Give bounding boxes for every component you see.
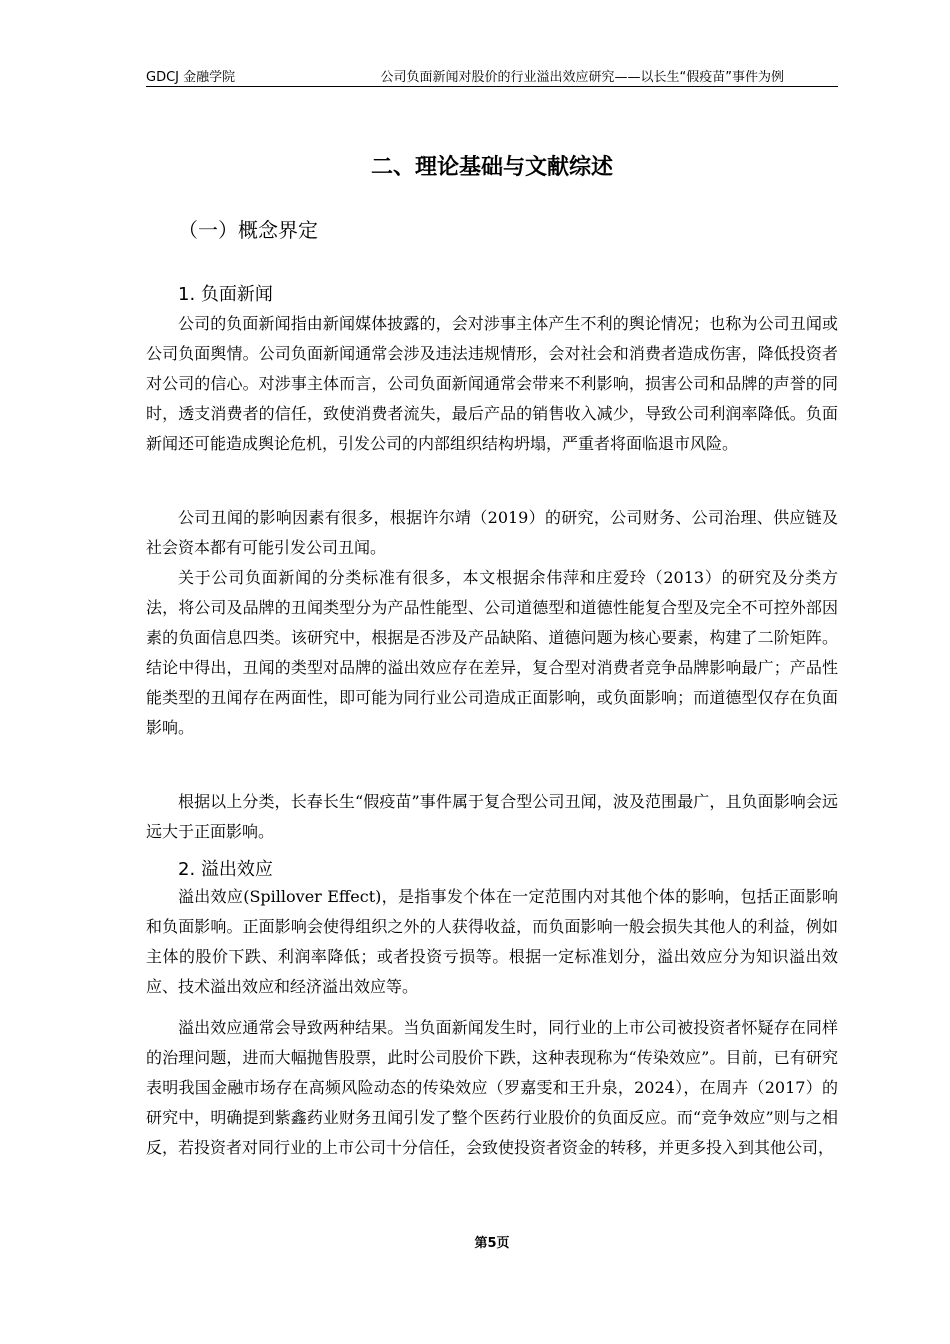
- paragraph: 关于公司负面新闻的分类标准有很多，本文根据余伟萍和庄爱玲（2013）的研究及分类方法，将公司及品牌的丑闻类型分为产品性能型、公司道德型和道德性能复合型及完全不可控外部因素的负面信息四类。该研究中，根据是否涉及产品缺陷、道德问题为核心要素，构建了二阶矩阵。结论中得出，丑闻的类型对品牌的溢出效应存在差异，复合型对消费者竞争品牌影响最广；产品性能类型的丑闻存在两面性，即可能为同行业公司造成正面影响，或负面影响；而道德型仅存在负面影响。: [146, 568, 838, 737]
- chapter-title: 二、理论基础与文献综述: [370, 155, 613, 180]
- paragraph: 溢出效应(Spillover Effect)，是指事发个体在一定范围内对其他个体的影响，包括正面影响和负面影响。正面影响会使得组织之外的人获得收益，而负面影响一般会损失其他人的利益，例如主体的股价下跌、利润率降低；或者投资亏损等。根据一定标准划分，溢出效应分为知识溢出效应、技术溢出效应和经济溢出效应等。: [146, 887, 838, 996]
- header-institution: GDCJ 金融学院: [146, 70, 236, 85]
- subsection-title-negative-news: 1. 负面新闻: [178, 284, 273, 305]
- subsection-title-spillover: 2. 溢出效应: [178, 859, 273, 880]
- section-title: （一）概念界定: [178, 218, 318, 242]
- page-header: [146, 66, 838, 87]
- paragraph: 根据以上分类，长春长生“假疫苗”事件属于复合型公司丑闻，波及范围最广，且负面影响会远远大于正面影响。: [146, 792, 838, 841]
- paragraph: 溢出效应通常会导致两种结果。当负面新闻发生时，同行业的上市公司被投资者怀疑存在同样的治理问题，进而大幅抛售股票，此时公司股价下跌，这种表现称为“传染效应”。目前，已有研究表明我国金融市场存在高频风险动态的传染效应（罗嘉雯和王升泉，2024），在周卉（2017）的研究中，明确提到紫鑫药业财务丑闻引发了整个医药行业股价的负面反应。而“竞争效应”则与之相反，若投资者对同行业的上市公司十分信任，会致使投资者资金的转移，并更多投入到其他公司，: [146, 1018, 838, 1157]
- paragraph: 公司的负面新闻指由新闻媒体披露的，会对涉事主体产生不利的舆论情况；也称为公司丑闻或公司负面舆情。公司负面新闻通常会涉及违法违规情形，会对社会和消费者造成伤害，降低投资者对公司的信心。对涉事主体而言，公司负面新闻通常会带来不利影响，损害公司和品牌的声誉的同时，透支消费者的信任，致使消费者流失，最后产品的销售收入减少，导致公司利润率降低。负面新闻还可能造成舆论危机，引发公司的内部组织结构坍塌，严重者将面临退市风险。: [146, 314, 838, 453]
- header-thesis-title: 公司负面新闻对股价的行业溢出效应研究——以长生“假疫苗”事件为例: [380, 70, 784, 85]
- paragraph: 公司丑闻的影响因素有很多，根据许尔靖（2019）的研究，公司财务、公司治理、供应链及社会资本都有可能引发公司丑闻。: [146, 508, 838, 557]
- page-number: 第5页: [474, 1236, 510, 1251]
